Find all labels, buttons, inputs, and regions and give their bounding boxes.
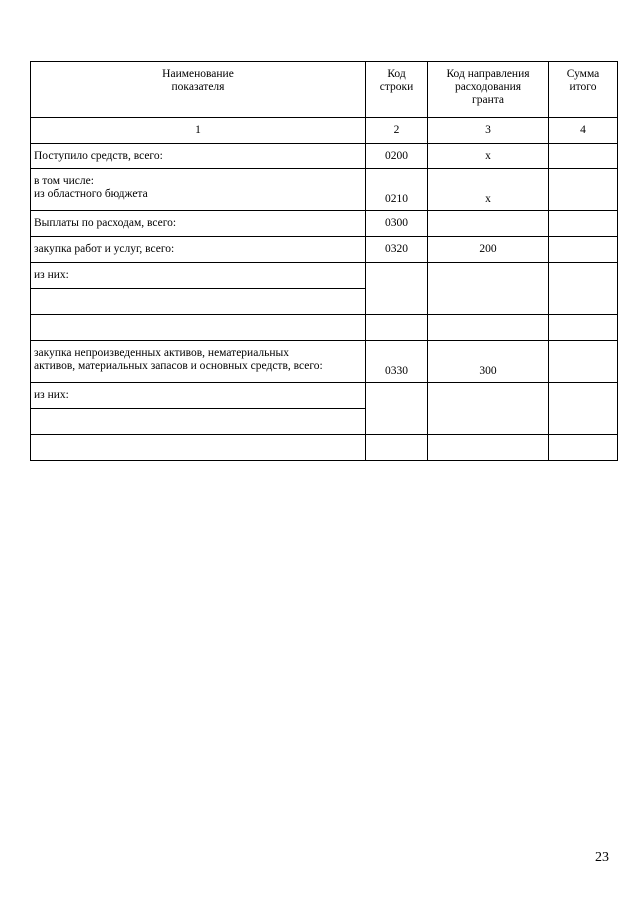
of-them-2-name: из них: (31, 383, 366, 409)
of-them-2-code (366, 383, 428, 435)
table-row-of-them-2 (31, 383, 618, 409)
payments-direction (428, 211, 549, 237)
empty-4-code (366, 435, 428, 461)
empty-2-code (366, 315, 428, 341)
empty-4-sum (549, 435, 618, 461)
header-direction: Код направления расходования гранта (428, 62, 549, 118)
header-sum: Сумма итого (549, 62, 618, 118)
received-code: 0200 (366, 144, 428, 169)
column-number-2: 2 (366, 118, 428, 144)
empty-4-direction (428, 435, 549, 461)
assets-name: закупка непроизведенных активов, нематериальных активов, материальных запасов и основных средств, всего: (31, 341, 366, 383)
table-row-received (31, 144, 618, 169)
payments-code: 0300 (366, 211, 428, 237)
header-row (31, 62, 618, 118)
assets-direction: 300 (428, 341, 549, 383)
empty-1-name (31, 289, 366, 315)
of-them-1-code (366, 263, 428, 315)
including-code: 0210 (366, 169, 428, 211)
empty-2-name (31, 315, 366, 341)
column-number-4: 4 (549, 118, 618, 144)
of-them-2-direction (428, 383, 549, 435)
column-number-1: 1 (31, 118, 366, 144)
assets-code: 0330 (366, 341, 428, 383)
assets-sum (549, 341, 618, 383)
empty-2-direction (428, 315, 549, 341)
header-name: Наименование показателя (31, 62, 366, 118)
page-number: 23 (595, 850, 609, 865)
table-row-payments (31, 211, 618, 237)
works-name: закупка работ и услуг, всего: (31, 237, 366, 263)
of-them-2-sum (549, 383, 618, 435)
empty-4-name (31, 435, 366, 461)
table-row-of-them-1 (31, 263, 618, 289)
received-sum (549, 144, 618, 169)
column-number-3: 3 (428, 118, 549, 144)
payments-name: Выплаты по расходам, всего: (31, 211, 366, 237)
empty-3-name (31, 409, 366, 435)
of-them-1-direction (428, 263, 549, 315)
including-direction: х (428, 169, 549, 211)
header-code: Код строки (366, 62, 428, 118)
of-them-1-sum (549, 263, 618, 315)
payments-sum (549, 211, 618, 237)
report-table (30, 61, 618, 461)
empty-2-sum (549, 315, 618, 341)
table-row-assets (31, 341, 618, 383)
of-them-1-name: из них: (31, 263, 366, 289)
works-direction: 200 (428, 237, 549, 263)
including-sum (549, 169, 618, 211)
table-row-empty-2 (31, 315, 618, 341)
received-direction: х (428, 144, 549, 169)
works-sum (549, 237, 618, 263)
table-row-empty-4 (31, 435, 618, 461)
table-row-works (31, 237, 618, 263)
received-name: Поступило средств, всего: (31, 144, 366, 169)
including-name: в том числе: из областного бюджета (31, 169, 366, 211)
column-numbers-row (31, 118, 618, 144)
works-code: 0320 (366, 237, 428, 263)
table-row-including (31, 169, 618, 211)
